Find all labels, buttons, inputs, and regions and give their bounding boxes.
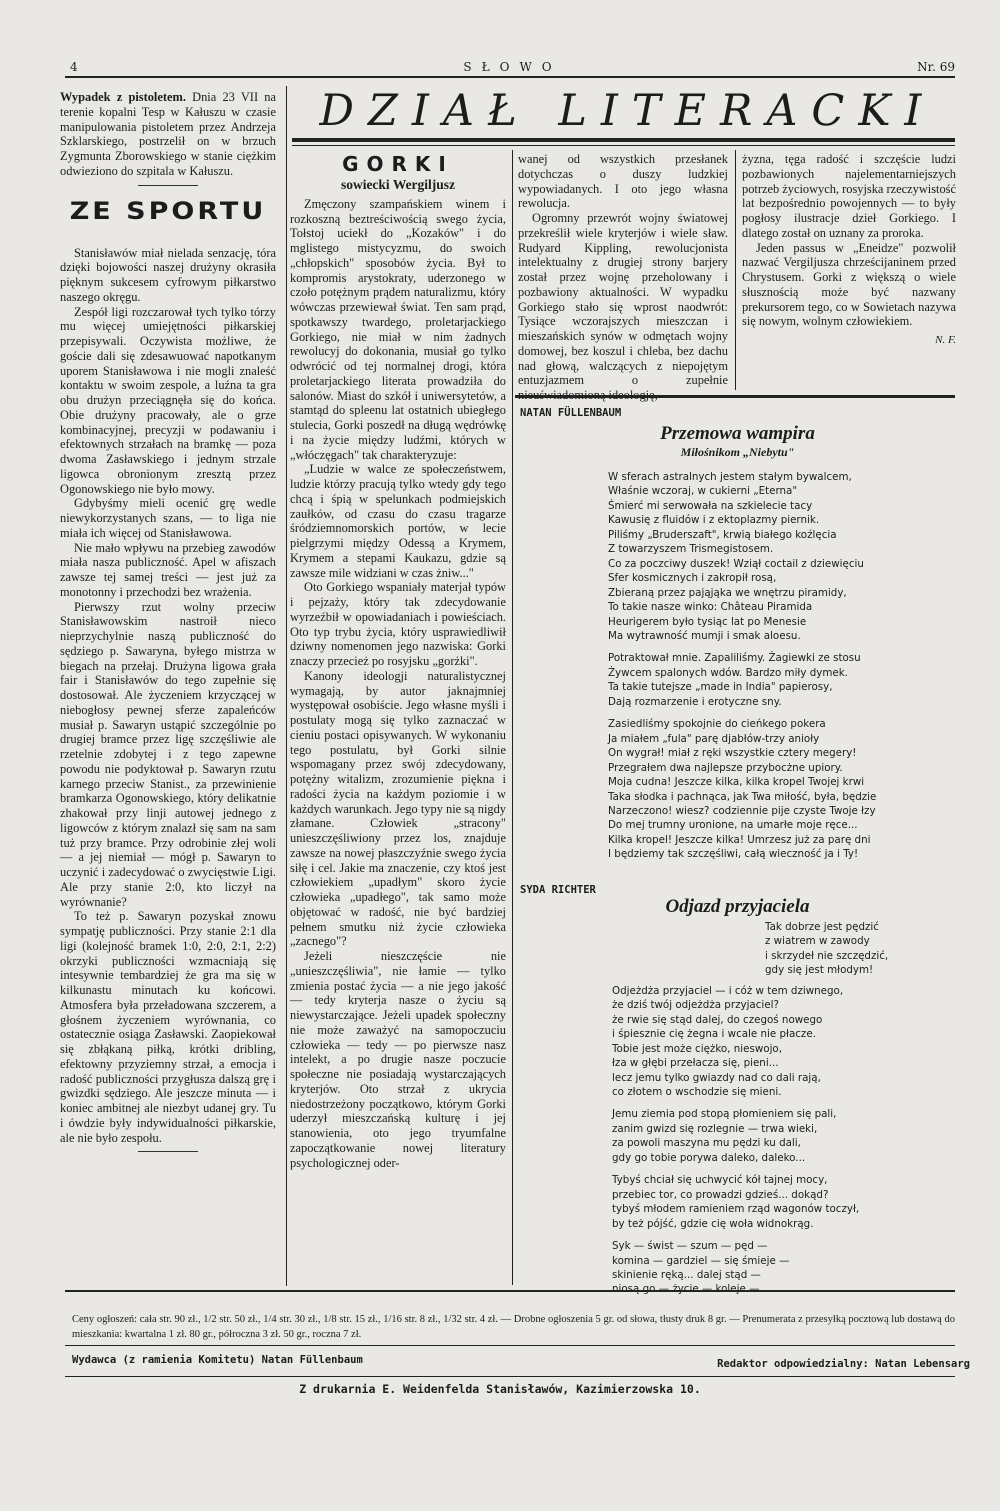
poem-line: Zasiedliśmy spokojnie do cieńkego pokera [608, 718, 826, 731]
poem-line: W sferach astralnych jestem stałym bywalcem, [608, 471, 852, 483]
gorki-paragraph: Kanony ideologji naturalistycznej wymagają, by autor jaknajmniej występował osobiście. Jego własne myśli i postulaty mogą się tylko zaznaczać w cieniu postaci opisywanych. W wykonaniu tego postulatu, był Gorki silnie wspomagany przez swój zdecydowany, potężny witalizm, zrozumienie piękna i radości życia na każdym poziomie i w każdych warunkach. Jego typy nie są nigdy złamane. Człowiek „stracony" unieszczęśliwiony przez los, znajduje zawsze na nowej płaszczyźnie swego życia siłę i cel. Jakie ma znaczenie, czy ktoś jest człowiekiem „upadłym" skoro życie człowieka „upadłego", tak samo może objętować w radość, nie być bardziej pełnem smutku niż życie człowieka „zacnego"? [290, 668, 506, 949]
poem-1 [520, 407, 955, 870]
poem-2-title: Odjazd przyjaciela [665, 896, 810, 917]
header-rule [65, 76, 955, 78]
poem-line: Potraktował mnie. Zapaliliśmy. Żagiewki ze stosu [608, 652, 861, 665]
printer: Z drukarnia E. Weidenfelda Stanisławów, Kazimierzowska 10. [299, 1382, 701, 1396]
sport-heading: ZE SPORTU [69, 197, 267, 225]
poem-stanza [612, 984, 955, 1100]
gorki-paragraph: Oto Gorkiego wspaniały materjał typów i pejzaży, który tak zdecydowanie wyrzeźbił w opowiadaniach i powieściach. Oto typ trybu życia, który usprawiedliwił dziwny nomenomen jego nazwiska: Gorki znaczy przecież po rosyjsku „gorżki". [290, 580, 506, 668]
literary-heading-rule-thin [292, 145, 955, 146]
footer-rule [65, 1290, 955, 1292]
poem-stanza [612, 1173, 955, 1231]
gorki-article-column [290, 152, 506, 1170]
poem-line: komina — gardziel — się śmieje — [612, 1254, 790, 1267]
literary-section-heading: DZIAŁ LITERACKI [319, 86, 936, 136]
publisher: Wydawca (z ramienia Komitetu) Natan Füllenbaum [72, 1354, 363, 1366]
poem-2-author: SYDA RICHTER [520, 884, 596, 896]
poem-2 [520, 884, 955, 1305]
poem-line: co złotem o wschodzie się mieni. [612, 1085, 782, 1098]
newspaper-title: SŁOWO [463, 60, 562, 74]
poem-line: Dają rozmarzenie i erotyczne sny. [608, 695, 782, 708]
poem-line: Zbieraną przez pająjąka we wnętrzu piramidy, [608, 586, 847, 599]
poem-line: Właśnie wczoraj, w cukierni „Eterna" [608, 485, 798, 498]
issue-number: Nr. 69 [917, 60, 955, 74]
poem-stanza [608, 717, 955, 862]
poem-section-rule [515, 395, 955, 398]
accident-note: Wypadek z pistoletem. Dnia 23 VII na terenie kopalni Tesp w Kałuszu w czasie manipulowania pistoletem przez Andrzeja Szklarskiego, postrzelił on w brzuch Zygmunta Zborowskiego w stanie ciężkim odwieziono do szpitala w Kałuszu. [60, 90, 276, 178]
motto-line: Tak dobrze jest pędzić [765, 921, 879, 933]
left-column [60, 90, 276, 1158]
gorki-paragraph: Zmęczony szampańskiem winem i rozkoszną beztreściwością swego życia, Tołstoj uciekł do „Kozaków" i do mglistego mistycyzmu, do swoich „chłopskich" sposobów życia. Był to kompromis arystokraty, uderzonego w czoło potężnym prądem naturalizmu, który wówczas przewiewał świat. Ten sam prąd, spotkawszy twardego, proletarjackiego Gorkiego, nie miał w nim żadnych rewolucyj do dokonania, musiał go tylko odwrócić od tej normalnej drogi, która proletarjackiego literata prowadziła do salonów. Miast do szkół i uniwersytetów, a stamtąd do spleenu lat ostatnich ubiegłego stulecia, Gorki poszedł na długą wędrówkę i na życie między ludźmi, których w „włóczęgach" tak charakteryzuje: [290, 196, 506, 462]
sport-paragraph: Zespół ligi rozczarował tych tylko tórzy mu więcej umiejętności piłkarskiej przepisywali. Oczywista możliwe, że goście dali się zdesawuować napotkanym uporem Stanisławowa i nie mogli znaleść kontaktu w swoim zespole, a luźna ta gra obu drużyn przeciągnęła się do końca. Obie drużyny pracowały, ale o grze kombinacyjnej, precyzji w podawaniu i efektownych strzałach na bramkę — poza dwoma Zasławskiego i jednym strzale ligowca obronionym zresztą przez Ogonowskiego nie było mowy. [60, 304, 276, 496]
end-divider [138, 1151, 198, 1152]
poem-line: lecz jemu tylko gwiazdy nad co dali rają, [612, 1071, 821, 1084]
poem-line: gdy go tobie porywa daleko, daleko... [612, 1151, 806, 1164]
poem-line: i śpiesznie cię żegna i wcale nie płacze. [612, 1028, 816, 1041]
poem-1-dedication: Miłośnikom „Niebytu" [680, 445, 795, 459]
column-rule-3 [735, 150, 736, 390]
poem-stanza [612, 1239, 955, 1297]
poem-1-title: Przemowa wampira [660, 423, 815, 444]
poem-stanza [608, 470, 955, 643]
gorki-paragraph: „Ludzie w walce ze społeczeństwem, ludzie którzy pracują tylko wtedy gdy tego chcą i śpią w spelunkach podmiejskich zaułków, od czasu do czasu tragarze śródziemnomorskich portów, w lecie pielgrzymi między Odessą a Krymem, Krymem a stepami Kaukazu, gdzie są zawsze mile widziani w czas żniw..." [290, 462, 506, 580]
sport-paragraph: Stanisławów miał nielada senzację, tóra dzięki bojowości naszej drużyny okrasiła pięknym sukcesem cyfrowym piłkarstwo naszego okręgu. [60, 245, 276, 304]
poem-line: Moja cudna! Jeszcze kilka, kilka kropel Twojej krwi [608, 776, 865, 789]
poem-line: To takie nasze winko: Château Piramida [608, 601, 813, 614]
poem-line: by też pójść, gdzie cię woła widnokrąg. [612, 1217, 814, 1230]
poem-line: Sfer kosmicznych i zakropił rosą, [608, 572, 777, 585]
footer-rule-2 [65, 1345, 955, 1346]
poem-line: Co za poczciwy duszek! Wziął coctail z dziewięciu [608, 557, 864, 570]
poem-line: Piliśmy „Bruderszaft", krwią białego koźlęcia [608, 528, 837, 541]
sport-paragraph: Nie mało wpływu na przebieg zawodów miała nasza publiczność. Apel w afiszach zawsze tej samej treści — jest już za monotonny i przechodzi bez wrażenia. [60, 540, 276, 599]
poem-line: Odjeżdża przyjaciel — i cóż w tem dziwnego, [612, 984, 844, 997]
poem-line: zanim gwizd się rozlegnie — trwa wieki, [612, 1122, 818, 1135]
poem-line: Tybyś chciał się uchwycić kół tajnej mocy, [612, 1174, 828, 1187]
gorki-article-column-3 [518, 152, 728, 403]
poem-line: Kilka kropel! Jeszcze kilka! Umrzesz już za parę dni [608, 833, 871, 846]
poem-line: Śmierć mi serwowała na szkielecie tacy [608, 499, 813, 512]
gorki-paragraph: żyzna, tęga radość i szczęście ludzi pozbawionych najelementarniejszych potrzeb życiowych, rosyjska rzeczywistość lat bezpośrednio powojennych — to były pogłosy ilustracje dzieł Gorkiego. I dlatego został on uznany za proroka. [742, 152, 957, 240]
poem-1-author: NATAN FÜLLENBAUM [520, 407, 622, 419]
gorki-paragraph: Jeden passus w „Eneidze" pozwolił nazwać Vergiljusza chrześcijaninem przed Chrystusem. Gorki z większą o wiele słusznością może być nazwany prekursorem tego, co w Sowietach nazywa się nowym, wolnym człowiekiem. [742, 240, 956, 329]
poem-line: Narzeczono! wiesz? codziennie pije czyste Twoje łzy [608, 804, 876, 817]
poem-line: Do mej trumny uronione, na umarłe moje ręce... [608, 819, 858, 832]
footer-rule-3 [65, 1376, 955, 1377]
poem-line: Kawusię z fluidów i z ektoplazmy piernik. [608, 514, 820, 527]
sport-paragraph: To też p. Sawaryn pozyskał znowu sympatję publiczności. Przy stanie 2:1 dla ligi (kolejność bramek 1:0, 2:0, 2:1, 2:2) okrzyki publiczności wzmacniają się intesywnie tembardziej że gra ma się w kilkunastu minutach ku końcowi. Atmosfera była przeładowana szczerem, a głośnem życzeniem wyrównania, co ostatecznie osiąga Zasławski. Zaopiekował się zbłąkaną piłką, krótki dribling, efektowny przyziemny strzał, a emocja i radość publiczności przygłusza dalszą grę i gwizdki sędziego. Ale jeszcze minuta — i koniec ambitnej ale niezbyt udanej gry. Tu i ówdzie były indywidualności piłkarskie, ale nie było zespołu. [60, 909, 276, 1145]
poem-line: Ja miałem „fula" parę djabłów-trzy anioły [608, 732, 820, 745]
gorki-title: GORKI [342, 152, 454, 176]
short-divider [138, 185, 198, 186]
sport-paragraph: Gdybyśmy mieli ocenić grę wedle niewykorzystanych szans, — to liga nie miała ich więcej od Stanisławowa. [60, 496, 276, 540]
poem-line: Syk — świst — szum — pęd — [612, 1240, 768, 1253]
article-signature: N. F. [935, 334, 956, 346]
poem-1-body [520, 470, 955, 862]
poem-line: Taka słodka i pachnąca, jak Twa miłość, była, będzie [608, 790, 877, 803]
poem-stanza [612, 1107, 955, 1165]
poem-stanza [608, 651, 955, 709]
poem-line: Ma wytrawność mumji i smak aloesu. [608, 629, 801, 642]
sport-paragraph: Pierwszy rzut wolny przeciw Stanisławowskim nastroił nieco nieprzychylnie naszą publiczność do sędziego p. Sawaryna, byłego mistrza w biegach na przełaj. Drużyna ligowa grała fair i Stanisławów do tego zupełnie się dostosował. Ale życzeniem krzyczącej w niebogłosy pewnej sferze zapaleńców musiał p. Sawaryn ustąpić szczególnie po drugiej bramce przez ligę szczęśliwie ale rzetelnie zdobytej i z tego zapewne powodu nie podyktował p. Sawaryn rzutu karnego przeciw Stanist., za przewinienie bramkarza Ogonowskiego, który delikatnie zhakował przy linji autowej jednego z ligowców z którym znalazł się sam na sam tuż przy bramce. Przy odrobinie złej woli — a jej niemiał — mógł p. Sawaryn to uczynić i zadecydować o zwycięstwie Ligi. Ale przy stanie 2:0, kto liczył na wyrównanie? [60, 599, 276, 909]
poem-line: Przegrałem dwa najlepsze przybocżne upiory. [608, 761, 843, 774]
poem-line: przebiec tor, co prowadzi gdzieś... dokąd? [612, 1188, 829, 1201]
page-header [70, 60, 955, 76]
poem-line: tybyś młodem ramieniem rząd wagonów toczył, [612, 1203, 860, 1216]
gorki-article-column-4 [742, 152, 956, 348]
poem-line: Jemu ziemia pod stopą płomieniem się pali, [612, 1108, 837, 1121]
poem-2-motto [520, 920, 955, 978]
poem-line: I będziemy tak szczęśliwi, całą wieczność ja i Ty! [608, 848, 859, 861]
poem-line: Żywcem spalonych wdów. Bardzo miły dymek. [608, 666, 848, 679]
page-number: 4 [70, 60, 78, 74]
poem-line: skinienie ręką... dalej stąd — [612, 1268, 761, 1281]
gorki-paragraph: Ogromny przewrót wojny światowej przekreślił wiele kryterjów i wiele sław. Rudyard Kippling, rewolucjonista intelektualny z drugiej strony barjery został przez wojnę przeholowany i pozbawiony aktualności. W wypadku Gorkiego stało się wprost naodwrót: Tysiące wczorajszych mieszczan i mieszańskich synów w odmętach wojny domowej, bez koszul i chleba, bez dachu nad głową, walczących z niepojętym entuzjazmem o zupełnie [518, 211, 728, 388]
poem-line: że rwie się stąd dalej, do czegoś nowego [612, 1013, 823, 1026]
column-rule-2 [512, 150, 513, 1285]
gorki-paragraph: Jeżeli nieszczęście nie „unieszczęśliwia", nie łamie — tylko zmienia postać życia — a nie jego jakość — tedy kryterja nasze o życiu są niewystarczające. Jeżeli upadek społeczny nie może zaważyć na samopoczuciu człowieka — tedy — po pierwsze nasz intelekt, a po drugie nasze poczucie społeczne nie posiadają wystarczających kryterjów. Oto strzał z ukrycia niedostrzeżony początkowo, którym Gorki uderzył mieszczańską kulturę i jej stanowienia, oto jego tryumfalne zapoczątkowanie nowej literatury psychologicznej oder- [290, 949, 506, 1170]
poem-line: Tobie jest może ciężko, nieswojo, [612, 1042, 783, 1055]
ad-prices: Ceny ogłoszeń: cała str. 90 zł., 1/2 str. 50 zł., 1/4 str. 30 zł., 1/8 str. 15 zł., 1/16 str. 8 zł., 1/32 str. 4 zł. — Drobne ogłoszenia 5 gr. od słowa, tłusty druk 8 gr. — Prenumerata z przesyłką pocztową lub dostawą do mieszkania: kwartalna 1 zł. 80 gr., półroczna 3 zł. 50 gr., roczna 7 zł. [72, 1314, 955, 1340]
gorki-paragraph: wanej od wszystkich przesłanek dotychczas o duszy ludzkiej wypowiadanych. I oto jego własna rewolucja. [518, 152, 728, 211]
editor: Redaktor odpowiedzialny: Natan Lebensarg [717, 1358, 970, 1370]
gorki-subtitle: sowiecki Wergiljusz [340, 177, 456, 192]
motto-line: z wiatrem w zawody [765, 935, 870, 948]
poem-line: Z towarzyszem Trismegistosem. [608, 543, 774, 556]
literary-heading-rule [292, 138, 955, 142]
motto-line: gdy się jest młodym! [765, 964, 874, 977]
poem-line: łza w głębi przełacza się, pieni... [612, 1057, 779, 1070]
poem-2-body [520, 984, 955, 1297]
column-rule [286, 86, 287, 1286]
poem-line: On wygrał! miał z ręki wszystkie cztery megery! [608, 747, 857, 760]
motto-line: i skrzydeł nie szczędzić, [765, 949, 889, 962]
poem-line: Ta takie tutejsze „made in India" papierosy, [608, 681, 833, 694]
poem-line: za powoli maszyna mu pędzi ku dali, [612, 1137, 801, 1150]
poem-line: Heurigerem było tysiąc lat po Menesie [608, 615, 807, 628]
poem-line: że dziś twój odjeżdża przyjaciel? [612, 999, 779, 1012]
